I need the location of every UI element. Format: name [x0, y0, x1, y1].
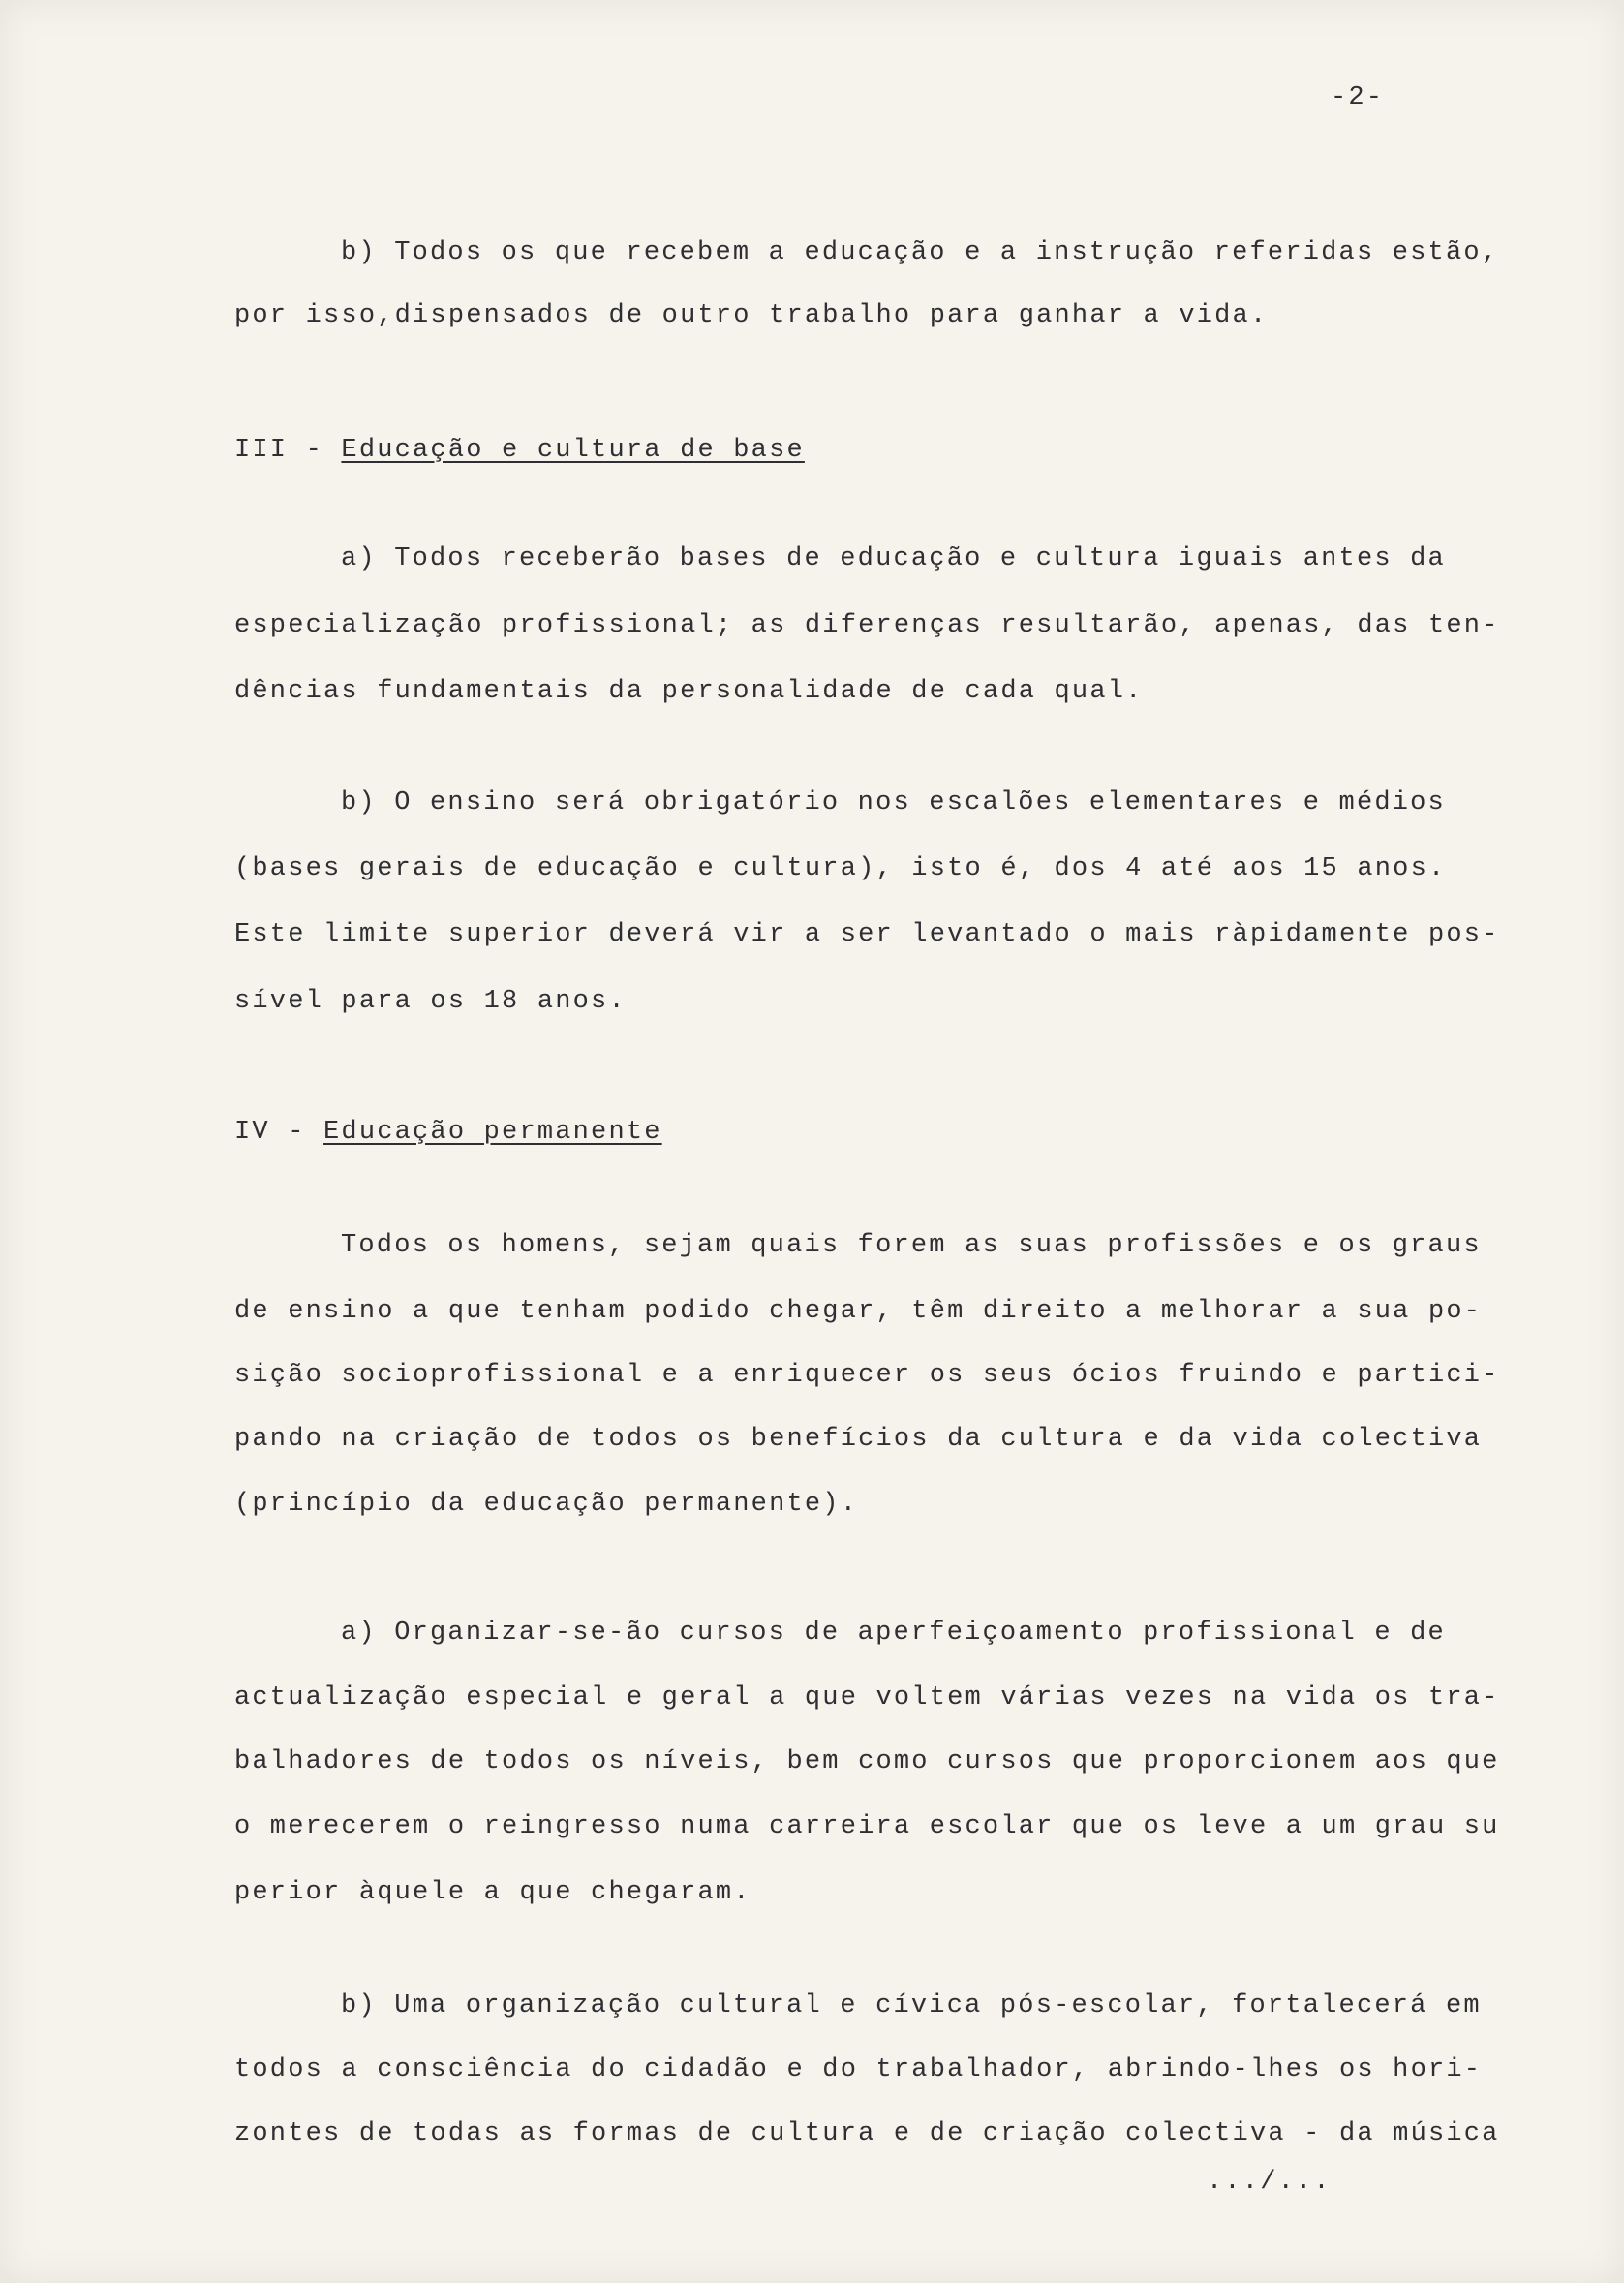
paragraph-line: zontes de todas as formas de cultura e de criação colectiva - da música: [234, 2119, 1500, 2148]
paragraph-line: Todos os homens, sejam quais forem as suas profissões e os graus: [341, 1231, 1482, 1260]
paragraph-line: b) O ensino será obrigatório nos escalões elementares e médios: [341, 788, 1446, 818]
paragraph-line: balhadores de todos os níveis, bem como cursos que proporcionem aos que: [234, 1747, 1500, 1776]
heading-title: Educação e cultura de base: [341, 436, 805, 465]
paragraph-line: sível para os 18 anos.: [234, 987, 627, 1016]
paragraph-line: b) Todos os que recebem a educação e a instrução referidas estão,: [341, 238, 1500, 267]
paragraph-line: b) Uma organização cultural e cívica pós-escolar, fortalecerá em: [341, 1991, 1482, 2021]
paragraph-line: pando na criação de todos os benefícios da cultura e da vida colectiva: [234, 1425, 1483, 1454]
section-heading-iv: [234, 1120, 662, 1146]
paragraph-line: actualização especial e geral a que voltem várias vezes na vida os tra-: [234, 1683, 1500, 1712]
paragraph-line: perior àquele a que chegaram.: [234, 1878, 751, 1907]
paragraph-line: a) Todos receberão bases de educação e cultura iguais antes da: [341, 544, 1446, 573]
section-heading-iii: [234, 438, 805, 464]
paragraph-line: sição socioprofissional e a enriquecer os seus ócios fruindo e partici-: [234, 1361, 1500, 1390]
paragraph-line: a) Organizar-se-ão cursos de aperfeiçoamento profissional e de: [341, 1619, 1446, 1648]
paragraph-line: dências fundamentais da personalidade de cada qual.: [234, 677, 1144, 706]
paragraph-line: especialização profissional; as diferenças resultarão, apenas, das ten-: [234, 611, 1500, 640]
heading-title: Educação permanente: [323, 1118, 662, 1147]
paragraph-line: por isso,dispensados de outro trabalho para ganhar a vida.: [234, 301, 1269, 330]
heading-prefix: III -: [234, 436, 342, 465]
page-number: -2-: [1331, 83, 1385, 112]
continuation-mark: .../...: [1207, 2168, 1332, 2197]
paragraph-line: o merecerem o reingresso numa carreira escolar que os leve a um grau su: [234, 1812, 1500, 1841]
paragraph-line: (bases gerais de educação e cultura), isto é, dos 4 até aos 15 anos.: [234, 854, 1447, 883]
heading-prefix: IV -: [234, 1118, 324, 1147]
paragraph-line: todos a consciência do cidadão e do trabalhador, abrindo-lhes os hori-: [234, 2055, 1483, 2084]
paragraph-line: Este limite superior deverá vir a ser levantado o mais ràpidamente pos-: [234, 920, 1500, 949]
paragraph-line: (princípio da educação permanente).: [234, 1490, 859, 1519]
paragraph-line: de ensino a que tenham podido chegar, têm direito a melhorar a sua po-: [234, 1297, 1483, 1326]
